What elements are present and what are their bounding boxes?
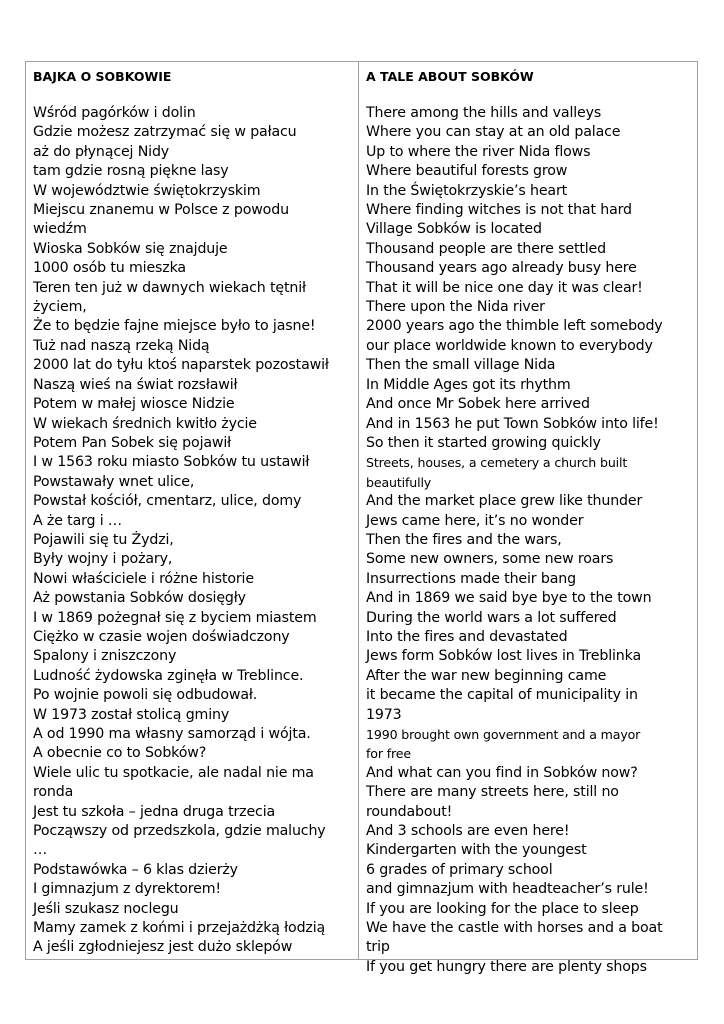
- poem-line: I w 1563 roku miasto Sobków tu ustawił: [33, 454, 310, 471]
- poem-line: Insurrections made their bang: [366, 570, 576, 587]
- poem-line: …: [33, 842, 48, 859]
- poem-line: W 1973 został stolicą gminy: [33, 706, 230, 723]
- poem-line: Wiele ulic tu spotkacie, ale nadal nie ma: [33, 764, 314, 781]
- poem-line: W wiekach średnich kwitło życie: [33, 415, 257, 432]
- poem-line: Podstawówka – 6 klas dzierży: [33, 861, 238, 878]
- poem-line: Powstał kościół, cmentarz, ulice, domy: [33, 493, 302, 510]
- poem-line: our place worldwide known to everybody: [366, 337, 653, 354]
- poem-line: I w 1869 pożegnał się z byciem miastem: [33, 609, 317, 626]
- poem-line: 6 grades of primary school: [366, 861, 553, 878]
- poem-line: Where beautiful forests grow: [366, 163, 568, 180]
- poem-line: A jeśli zgłodniejesz jest dużo sklepów: [33, 939, 293, 956]
- poem-line: That it will be nice one day it was clear!: [366, 279, 643, 296]
- poem-line: 2000 lat do tyłu ktoś naparstek pozostawił: [33, 357, 329, 374]
- poem-line: Then the small village Nida: [366, 357, 556, 374]
- poem-line: In the Świętokrzyskie’s heart: [366, 182, 568, 199]
- poem-line: Były wojny i pożary,: [33, 551, 173, 568]
- poem-line: beautifully: [366, 474, 432, 490]
- poem-line: If you get hungry there are plenty shops: [366, 958, 647, 975]
- poem-line: There among the hills and valleys: [366, 105, 602, 121]
- poem-line: 1973: [366, 706, 402, 723]
- poem-line: And 3 schools are even here!: [366, 823, 570, 840]
- poem-line: Po wojnie powoli się odbudował.: [33, 687, 258, 704]
- polish-column: [26, 62, 359, 959]
- poem-line: 1000 osób tu mieszka: [33, 260, 186, 277]
- poem-line: Ludność żydowska zginęła w Treblince.: [33, 667, 304, 684]
- poem-line: There are many streets here, still no: [366, 784, 619, 801]
- poem-line: I gimnazjum z dyrektorem!: [33, 881, 221, 898]
- poem-line: Teren ten już w dawnych wiekach tętnił: [33, 279, 306, 296]
- poem-line: for free: [366, 746, 411, 762]
- poem-line: And the market place grew like thunder: [366, 493, 643, 510]
- poem-line: Mamy zamek z końmi i przejażdżką łodzią: [33, 920, 326, 937]
- poem-line: Wśród pagórków i dolin: [33, 105, 196, 121]
- poem-line: tam gdzie rosną piękne lasy: [33, 163, 229, 180]
- poem-line: Spalony i zniszczony: [33, 648, 177, 665]
- poem-line: Thousand years ago already busy here: [366, 260, 637, 277]
- poem-line: Some new owners, some new roars: [366, 551, 614, 568]
- poem-line: Thousand people are there settled: [366, 240, 606, 257]
- poem-line: trip: [366, 939, 390, 956]
- poem-line: W województwie świętokrzyskim: [33, 182, 261, 199]
- poem-line: Streets, houses, a cemetery a church built: [366, 455, 628, 471]
- poem-line: Wioska Sobków się znajduje: [33, 240, 228, 257]
- poem-line: Aż powstania Sobków dosięgły: [33, 590, 246, 607]
- poem-line: Pojawili się tu Żydzi,: [33, 531, 174, 548]
- poem-line: Że to będzie fajne miejsce było to jasne!: [33, 318, 316, 335]
- poem-line: Począwszy od przedszkola, gdzie maluchy: [33, 823, 326, 840]
- poem-line: Where you can stay at an old palace: [366, 124, 621, 141]
- poem-line: A od 1990 ma własny samorząd i wójta.: [33, 726, 311, 742]
- polish-lines: [33, 104, 358, 958]
- polish-title: BAJKA O SOBKOWIE: [33, 69, 172, 84]
- english-lines: [366, 104, 697, 977]
- poem-line: Where finding witches is not that hard: [366, 202, 632, 219]
- poem-line: Jews form Sobków lost lives in Treblinka: [366, 648, 642, 665]
- poem-line: Ciężko w czasie wojen doświadczony: [33, 628, 290, 645]
- poem-line: roundabout!: [366, 803, 453, 820]
- poem-line: and gimnazjum with headteacher’s rule!: [366, 881, 649, 898]
- poem-line: After the war new beginning came: [366, 667, 607, 684]
- poem-line: wiedźm: [33, 221, 87, 238]
- poem-line: There upon the Nida river: [366, 299, 545, 316]
- english-column: [359, 62, 697, 975]
- english-title: A TALE ABOUT SOBKÓW: [366, 69, 534, 84]
- poem-line: We have the castle with horses and a boat: [366, 920, 663, 937]
- poem-line: So then it started growing quickly: [366, 434, 601, 451]
- poem-line: In Middle Ages got its rhythm: [366, 376, 571, 393]
- poem-line: Tuż nad naszą rzeką Nidą: [33, 337, 210, 354]
- poem-line: Powstawały wnet ulice,: [33, 473, 195, 490]
- poem-line: Gdzie możesz zatrzymać się w pałacu: [33, 124, 297, 141]
- poem-line: Up to where the river Nida flows: [366, 143, 591, 160]
- poem-line: ronda: [33, 784, 74, 801]
- poem-line: życiem,: [33, 299, 87, 316]
- poem-line: Jeśli szukasz noclegu: [33, 900, 179, 917]
- poem-line: Jews came here, it’s no wonder: [366, 512, 584, 529]
- poem-line: And in 1869 we said bye bye to the town: [366, 590, 652, 607]
- poem-line: 1990 brought own government and a mayor: [366, 727, 641, 742]
- poem-line: aż do płynącej Nidy: [33, 143, 170, 160]
- poem-line: And in 1563 he put Town Sobków into life!: [366, 415, 659, 432]
- poem-line: Kindergarten with the youngest: [366, 842, 587, 859]
- poem-line: And once Mr Sobek here arrived: [366, 396, 590, 413]
- poem-line: If you are looking for the place to sleep: [366, 900, 639, 917]
- poem-line: Potem w małej wiosce Nidzie: [33, 396, 235, 413]
- poem-line: A obecnie co to Sobków?: [33, 745, 207, 762]
- poem-line: Potem Pan Sobek się pojawił: [33, 434, 232, 451]
- poem-line: During the world wars a lot suffered: [366, 609, 617, 626]
- poem-line: Into the fires and devastated: [366, 628, 568, 645]
- poem-line: it became the capital of municipality in: [366, 687, 638, 704]
- poem-line: Village Sobków is located: [366, 221, 542, 238]
- poem-line: Jest tu szkoła – jedna druga trzecia: [33, 803, 276, 820]
- poem-table: [25, 61, 698, 975]
- poem-line: Naszą wieś na świat rozsławił: [33, 376, 238, 393]
- poem-line: Nowi właściciele i różne historie: [33, 570, 254, 587]
- poem-line: A że targ i …: [33, 512, 122, 529]
- poem-line: And what can you find in Sobków now?: [366, 764, 638, 781]
- poem-line: Miejscu znanemu w Polsce z powodu: [33, 202, 289, 219]
- poem-line: 2000 years ago the thimble left somebody: [366, 318, 663, 335]
- poem-line: Then the fires and the wars,: [366, 531, 562, 548]
